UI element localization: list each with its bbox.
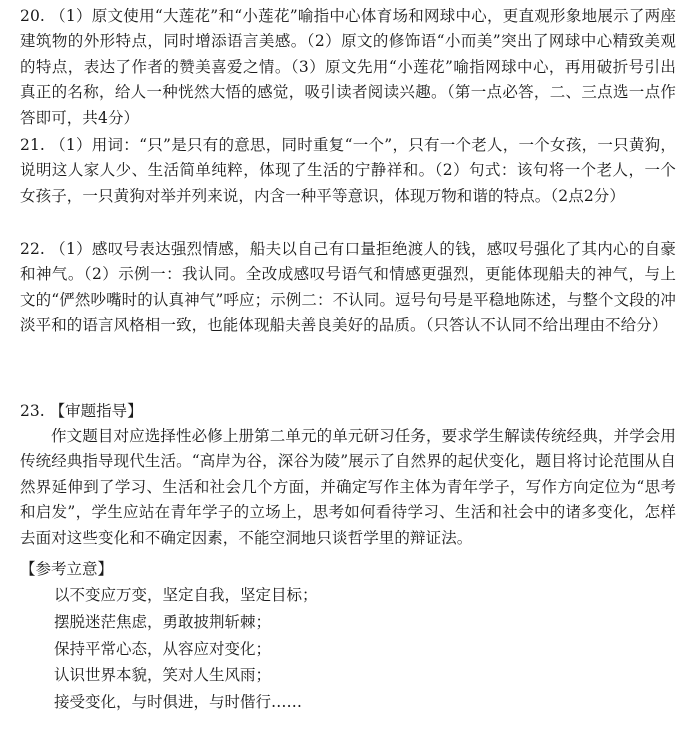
q23-title: 23. 【审题指导】 (20, 402, 143, 420)
answer-q22: 22. （1）感叹号表达强烈情感，船夫以自己有口量拒绝渡人的钱，感叹号强化了其内心的自豪和神气。（2）示例一：我认同。全改成感叹号语气和情感更强烈，更能体现船夫的神气，与上文的“俨然吵嘴时的认真神气”呼应；示例二：不认同。逗号句号是平稳地陈述，与整个文段的冲淡平和的语言风格相一致，也能体现船夫善良美好的品质。（只答认不认同不给出理由不给分） (20, 240, 676, 335)
reference-item: 认识世界本貌，笑对人生风雨； (54, 666, 272, 685)
answer-q21: 21. （1）用词：“只”是只有的意思，同时重复“一个”，只有一个老人，一个女孩，一只黄狗，说明这人家人少、生活简单纯粹，体现了生活的宁静祥和。（2）句式：该句将一个老人，一个女孩子，一只黄狗对举并列来说，内含一种平等意识，体现万物和谐的特点。（2点2分） (20, 136, 676, 205)
answer-q20: 20. （1）原文使用“大莲花”和“小莲花”喻指中心体育场和网球中心，更直观形象地展示了两座建筑物的外形特点，同时增添语言美感。（2）原文的修饰语“小而美”突出了网球中心精致美观的特点，表达了作者的赞美喜爱之情。（3）原文先用“小莲花”喻指网球中心，再用破折号引出真正的名称，给人一种恍然大悟的感觉，吸引读者阅读兴趣。（第一点必答，二、三点选一点作答即可，共4分） (20, 7, 676, 127)
reference-item: 接受变化，与时俱进，与时偕行…… (54, 693, 303, 712)
reference-item: 摆脱迷茫焦虑，勇敢披荆斩棘； (54, 612, 272, 631)
reference-item: 以不变应万变，坚定自我，坚定目标； (54, 586, 318, 604)
reference-title: 【参考立意】 (20, 560, 114, 578)
reference-item: 保持平常心态，从容应对变化； (54, 639, 272, 658)
q23-guide: 作文题目对应选择性必修上册第二单元的单元研习任务，要求学生解读传统经典，并学会用传统经典指导现代生活。“高岸为谷，深谷为陵”展示了自然界的起伏变化，题目将讨论范围从自然界延伸到了学习、生活和社会几个方面，并确定写作主体为青年学子，写作方向定位为“思考和启发”，学生应站在青年学子的立场上，思考如何看待学习、生活和社会中的诸多变化，怎样去面对这些变化和不确定因素，不能空洞地只谈哲学里的辩证法。 (20, 427, 676, 547)
reference-list (54, 582, 318, 716)
